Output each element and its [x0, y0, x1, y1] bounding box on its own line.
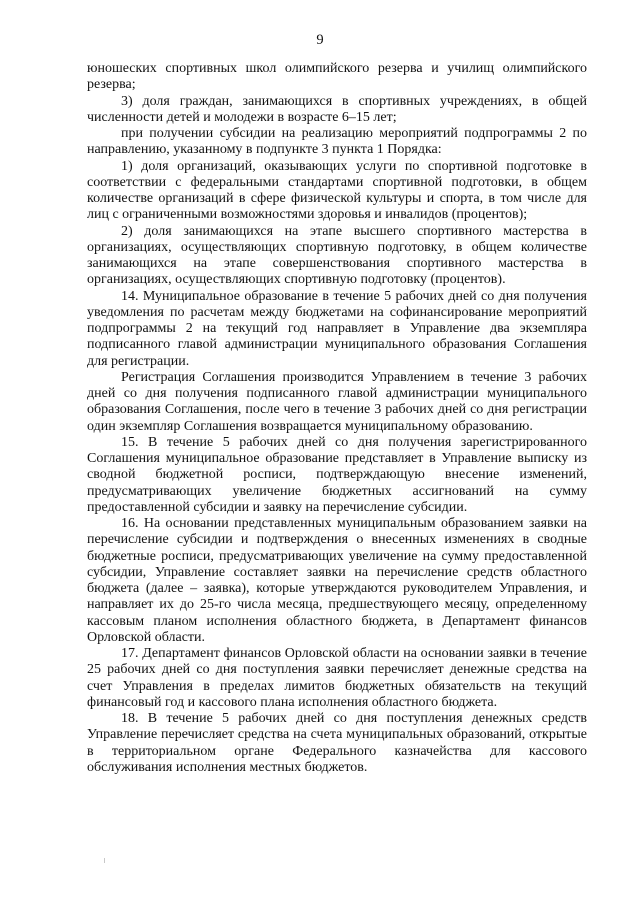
paragraph-item-14: 14. Муниципальное образование в течение 5 рабочих дней со дня получения уведомления по расчетам между бюджетами на софинансирование мероприятий подпрограммы 2 на текущий год направляет в Управление два экземпляра подписанного главой администрации муниципального образования Соглашения для регистрации. — [87, 288, 587, 369]
scan-speck — [104, 858, 105, 863]
page-number: 9 — [316, 32, 324, 48]
paragraph-item-18: 18. В течение 5 рабочих дней со дня поступления денежных средств Управление перечисляет средства на счета муниципальных образований, открытые в территориальном органе Федерального казначейства для кассового обслуживания исполнения местных бюджетов. — [87, 711, 587, 775]
paragraph-indicator-1: 1) доля организаций, оказывающих услуги по спортивной подготовке в соответствии с федеральными стандартами спортивной подготовки, в общем количестве организаций в сфере физической культуры и спорта, в том числе для лиц с ограниченными возможностями здоровья и инвалидов (процентов); — [87, 158, 587, 223]
paragraph-registration: Регистрация Соглашения производится Управлением в течение 3 рабочих дней со дня получения подписанного главой администрации муниципального образования Соглашения, после чего в течение 3 рабочих дней со дня регистрации один экземпляр Соглашения возвращается муниципальному образованию. — [87, 369, 587, 434]
paragraph-item-17: 17. Департамент финансов Орловской области на основании заявки в течение 25 рабочих дней со дня поступления заявки перечисляет денежные средства на счет Управления в пределах лимитов бюджетных обязательств на текущий финансовый год и кассового плана исполнения областного бюджета. — [87, 646, 587, 710]
paragraph-continuation: юношеских спортивных школ олимпийского резерва и училищ олимпийского резерва; — [87, 61, 587, 93]
paragraph-item-15: 15. В течение 5 рабочих дней со дня получения зарегистрированного Соглашения муниципальное образование представляет в Управление выписку из сводной бюджетной росписи, подтверждающую внесение изменений, предусматривающих увеличение бюджетных ассигнований на сумму предоставленной субсидии и заявку на перечисление субсидии. — [87, 434, 587, 515]
paragraph-item-16: 16. На основании представленных муниципальным образованием заявки на перечисление субсидии и подтверждения о внесенных изменениях в сводные бюджетные росписи, предусматривающих увеличение на сумму предоставленной субсидии, Управление составляет заявки на перечисление средств областного бюджета (далее – заявка), которые утверждаются руководителем Управления, и направляет их до 25-го числа месяца, предшествующего месяцу, определенному кассовым планом исполнения областного бюджета, в Департамент финансов Орловской области. — [87, 516, 587, 645]
paragraph-subsidy-direction: при получении субсидии на реализацию мероприятий подпрограммы 2 по направлению, указанному в подпункте 3 пункта 1 Порядка: — [87, 126, 587, 158]
document-body — [87, 61, 587, 776]
paragraph-indicator-2: 2) доля занимающихся на этапе высшего спортивного мастерства в организациях, осуществляющих спортивную подготовку, в общем количестве занимающихся на этапе совершенствования спортивного мастерства в организациях, осуществляющих спортивную подготовку (процентов). — [87, 223, 587, 288]
paragraph-indicator-3: 3) доля граждан, занимающихся в спортивных учреждениях, в общей численности детей и молодежи в возрасте 6–15 лет; — [87, 93, 587, 125]
